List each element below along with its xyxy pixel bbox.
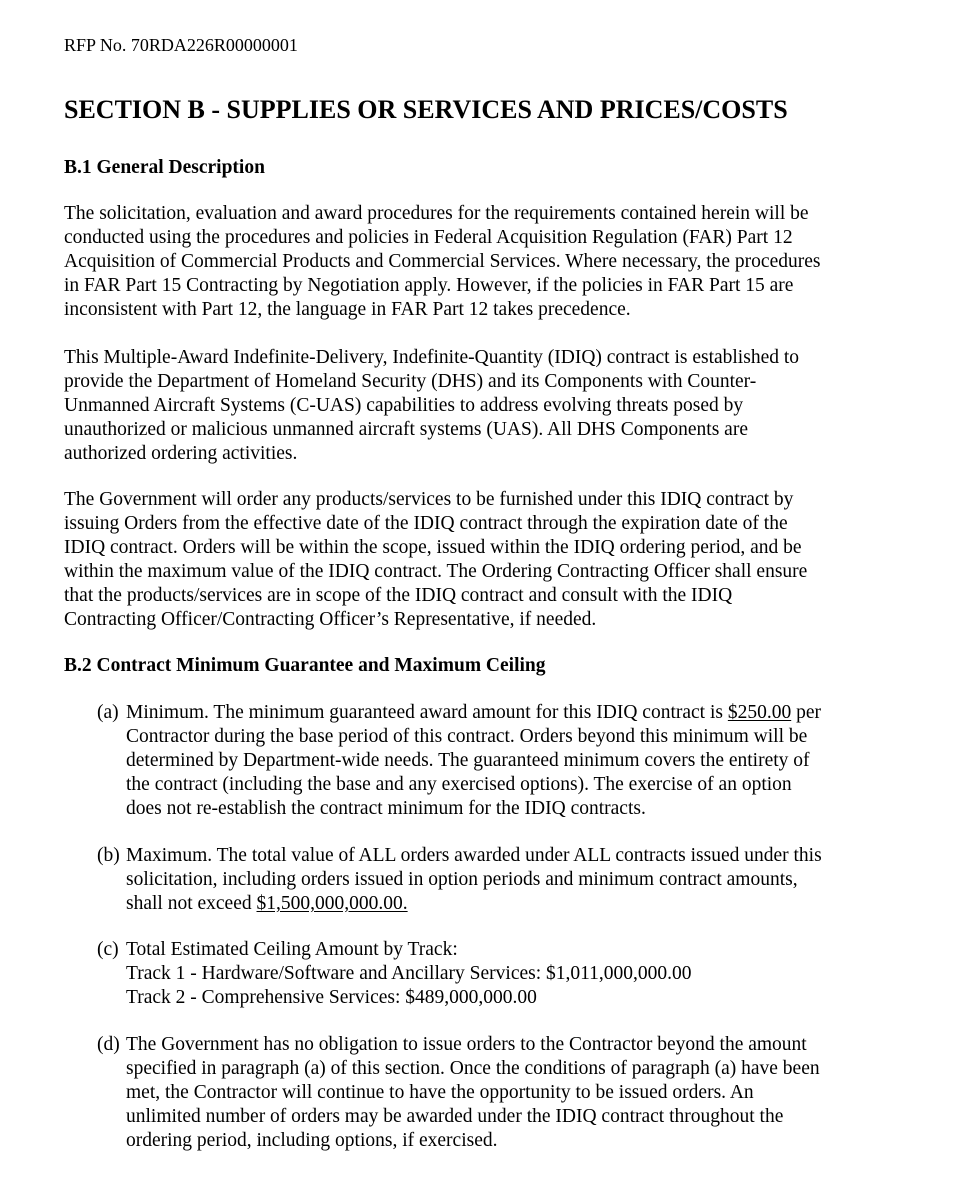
- text-line: inconsistent with Part 12, the language in FAR Part 12 takes precedence.: [64, 299, 631, 320]
- text-line: Unmanned Aircraft Systems (C-UAS) capabilities to address evolving threats posed by: [64, 395, 744, 416]
- item-label: (d): [97, 1034, 120, 1055]
- item-label: (b): [97, 845, 120, 866]
- item-lines: [126, 725, 821, 821]
- text-line: The solicitation, evaluation and award procedures for the requirements contained herein will be: [64, 203, 809, 224]
- b1-paragraph-3: [64, 488, 807, 632]
- minimum-amount: $250.00: [727, 702, 792, 723]
- text-line: Contractor during the base period of this contract. Orders beyond this minimum will be: [126, 726, 808, 747]
- text-line: Maximum. The total value of ALL orders awarded under ALL contracts issued under this: [126, 845, 822, 866]
- text-line: provide the Department of Homeland Security (DHS) and its Components with Counter-: [64, 371, 757, 392]
- text-line: ordering period, including options, if exercised.: [126, 1130, 498, 1151]
- text-line: does not re-establish the contract minimum for the IDIQ contracts.: [126, 798, 646, 819]
- b2-heading: B.2 Contract Minimum Guarantee and Maximum Ceiling: [64, 655, 546, 676]
- section-title: SECTION B - SUPPLIES OR SERVICES AND PRICES/COSTS: [64, 95, 788, 124]
- item-text: [126, 938, 692, 1010]
- text-line: solicitation, including orders issued in option periods and minimum contract amounts,: [126, 869, 798, 890]
- maximum-amount: $1,500,000,000.00.: [256, 893, 408, 914]
- text-line: in FAR Part 15 Contracting by Negotiation apply. However, if the policies in FAR Part 15 are: [64, 275, 794, 296]
- text-line: that the products/services are in scope of the IDIQ contract and consult with the IDIQ: [64, 585, 733, 606]
- text-line: This Multiple-Award Indefinite-Delivery, Indefinite-Quantity (IDIQ) contract is established to: [64, 347, 800, 368]
- list-item-b: [97, 844, 822, 916]
- text-line: unauthorized or malicious unmanned aircraft systems (UAS). All DHS Components are: [64, 419, 748, 440]
- text: per: [791, 702, 821, 723]
- text-line: Total Estimated Ceiling Amount by Track:: [126, 939, 458, 960]
- text-line: issuing Orders from the effective date of the IDIQ contract through the expiration date of the: [64, 513, 788, 534]
- document-header: RFP No. 70RDA226R00000001: [64, 35, 298, 55]
- text-line: Acquisition of Commercial Products and Commercial Services. Where necessary, the procedures: [64, 251, 821, 272]
- text-line: within the maximum value of the IDIQ contract. The Ordering Contracting Officer shall ensure: [64, 561, 808, 582]
- text: shall not exceed: [126, 893, 257, 914]
- list-item-a: [97, 701, 821, 821]
- text-line: authorized ordering activities.: [64, 443, 298, 464]
- text-line: specified in paragraph (a) of this section. Once the conditions of paragraph (a) have been: [126, 1058, 820, 1079]
- b1-heading: B.1 General Description: [64, 157, 265, 178]
- item-text: [126, 701, 821, 821]
- list-item-c: [97, 938, 692, 1010]
- item-text: [126, 844, 822, 916]
- text-line: Track 2 - Comprehensive Services: $489,000,000.00: [126, 987, 537, 1008]
- text-line: The Government has no obligation to issue orders to the Contractor beyond the amount: [126, 1034, 807, 1055]
- text-line: met, the Contractor will continue to have the opportunity to be issued orders. An: [126, 1082, 754, 1103]
- text-line: Contracting Officer/Contracting Officer’s Representative, if needed.: [64, 609, 597, 630]
- b1-paragraph-1: [64, 202, 820, 322]
- text-line: IDIQ contract. Orders will be within the scope, issued within the IDIQ ordering period, and be: [64, 537, 802, 558]
- b1-paragraph-2: [64, 346, 799, 466]
- item-label: (c): [97, 939, 119, 960]
- text: Minimum. The minimum guaranteed award amount for this IDIQ contract is: [126, 702, 728, 723]
- list-item-d: [97, 1033, 820, 1153]
- text-line: The Government will order any products/services to be furnished under this IDIQ contract by: [64, 489, 794, 510]
- text-line: Track 1 - Hardware/Software and Ancillary Services: $1,011,000,000.00: [126, 963, 692, 984]
- item-text: [126, 1033, 820, 1153]
- text-line: unlimited number of orders may be awarded under the IDIQ contract throughout the: [126, 1106, 784, 1127]
- text-line: the contract (including the base and any exercised options). The exercise of an option: [126, 774, 792, 795]
- item-lines: [126, 844, 822, 892]
- text-line: determined by Department-wide needs. The guaranteed minimum covers the entirety of: [126, 750, 810, 771]
- text-line: conducted using the procedures and policies in Federal Acquisition Regulation (FAR) Part 12: [64, 227, 793, 248]
- item-label: (a): [97, 702, 119, 723]
